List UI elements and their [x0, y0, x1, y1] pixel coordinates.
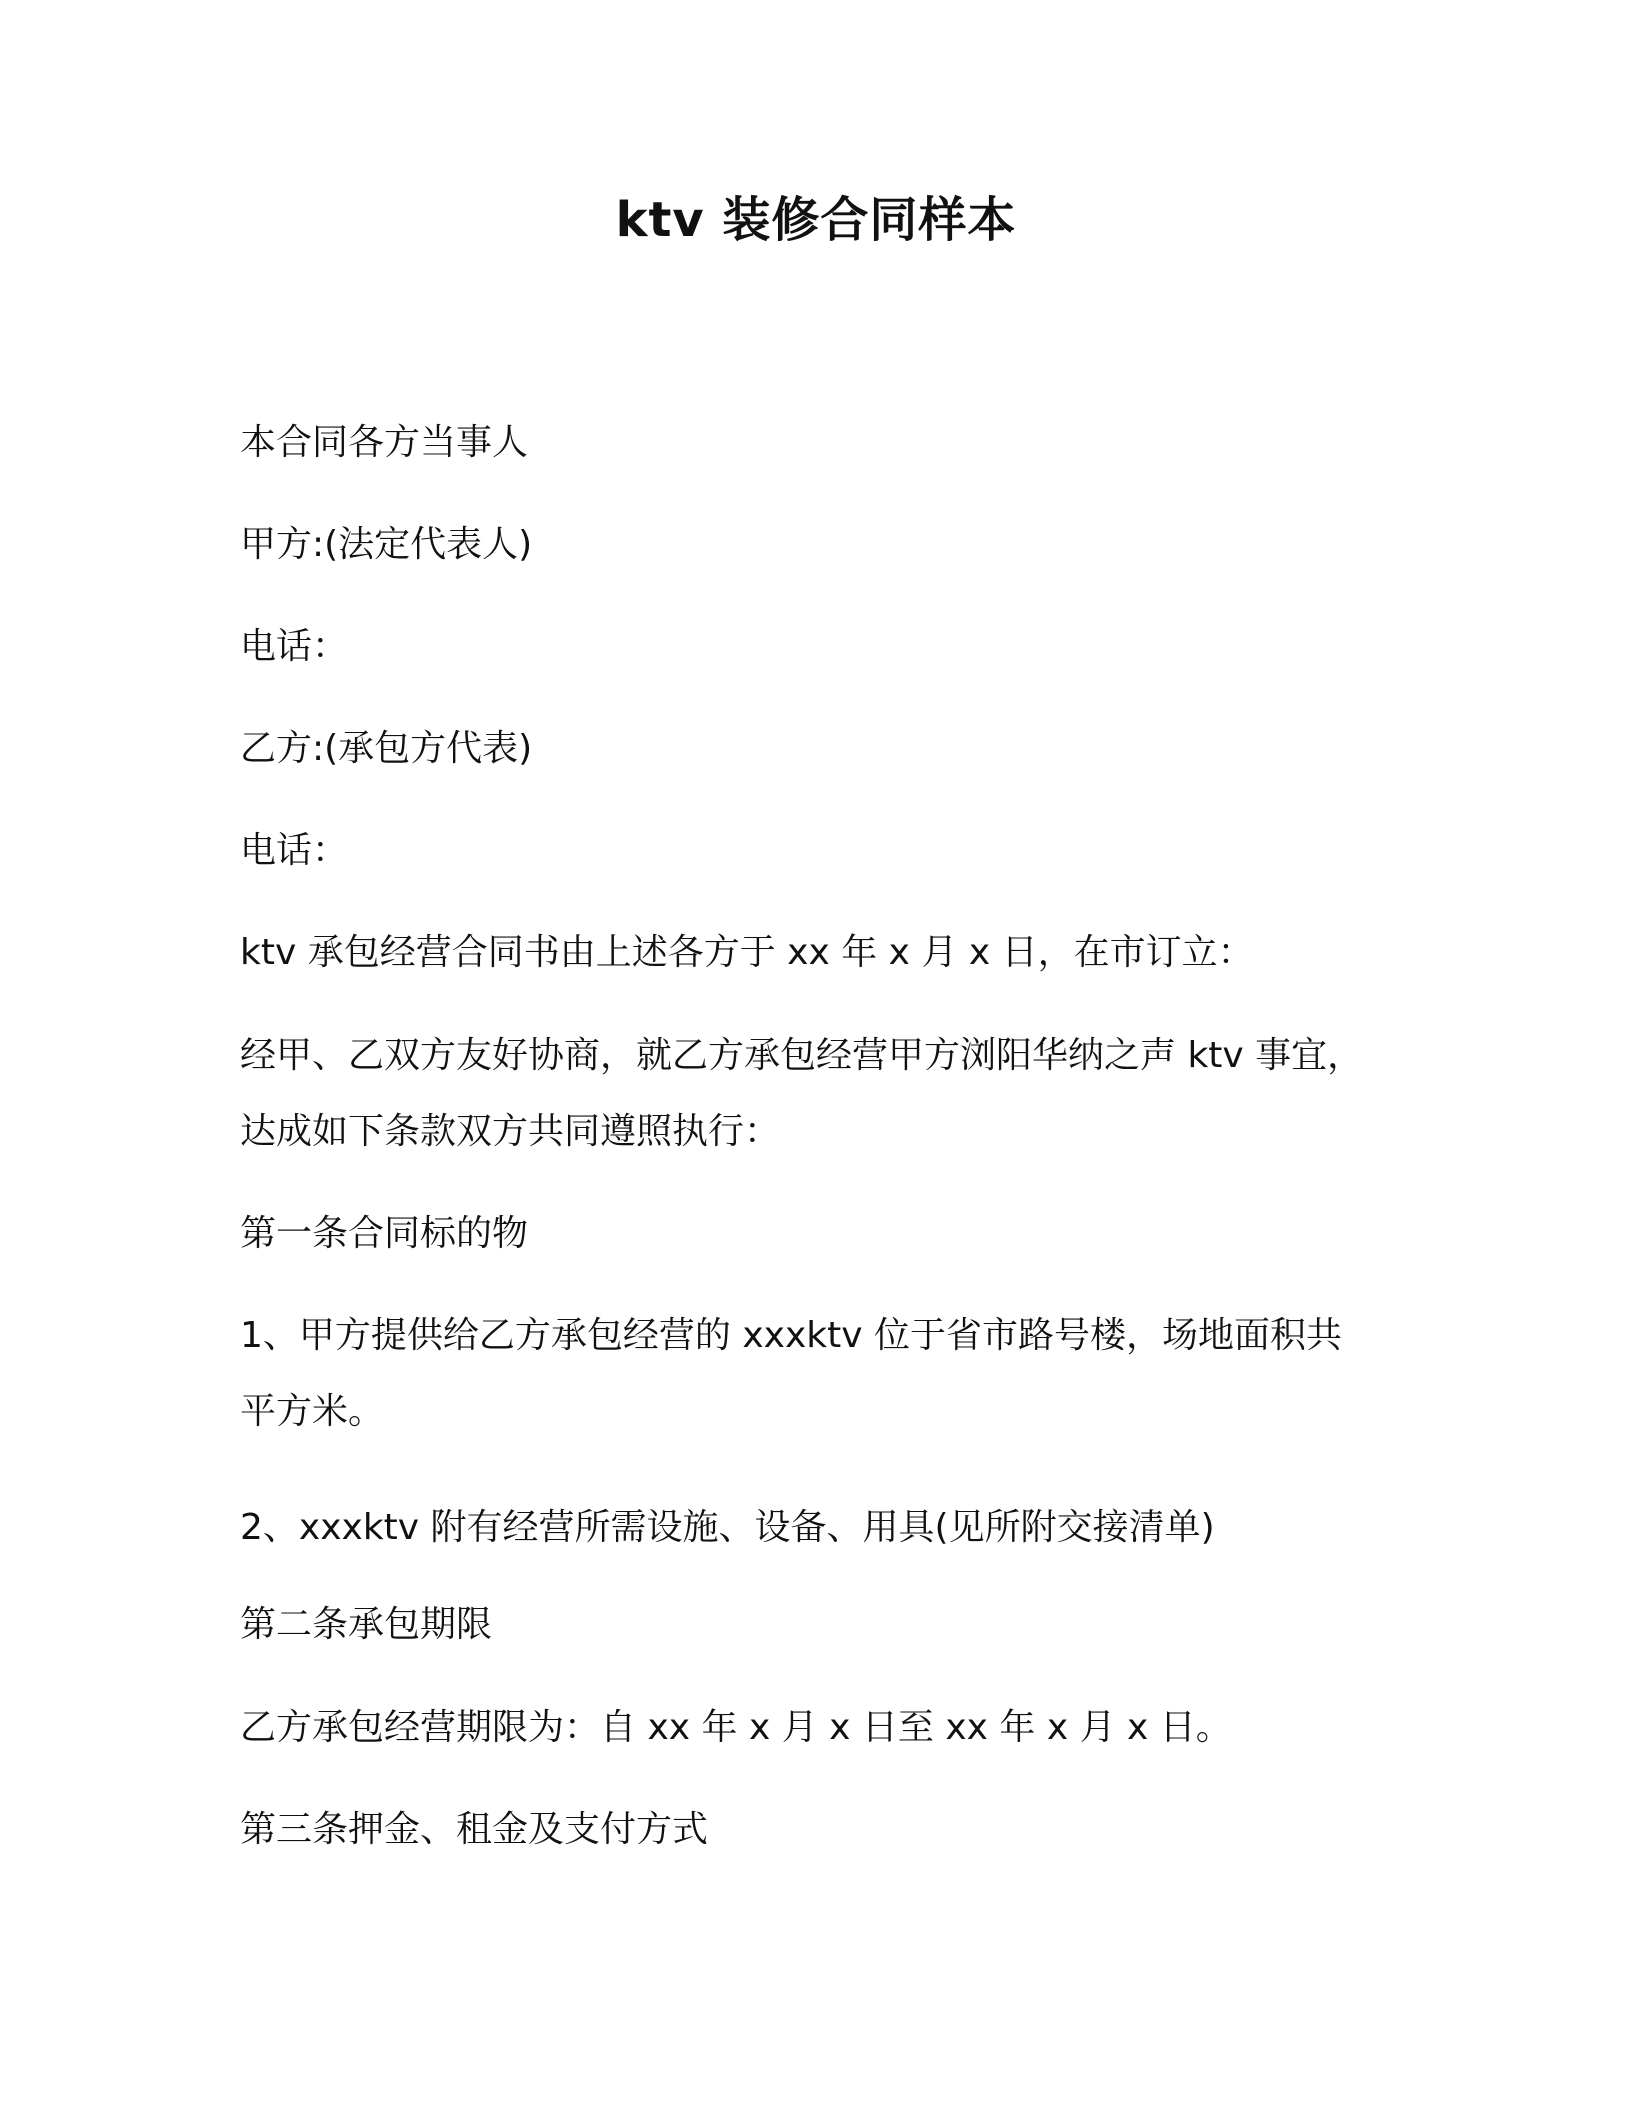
article-1-heading: 第一条合同标的物	[240, 1213, 529, 1254]
contract-date-line: ktv 承包经营合同书由上述各方于 xx 年 x 月 x 日，在市订立：	[240, 932, 1254, 973]
party-b-line: 乙方:(承包方代表)	[240, 728, 533, 769]
article-1-item-2: 2、xxxktv 附有经营所需设施、设备、用具(见所附交接清单)	[240, 1507, 1215, 1548]
negotiation-line-1: 经甲、乙双方友好协商，就乙方承包经营甲方浏阳华纳之声 ktv 事宜，	[240, 1035, 1364, 1076]
party-b-phone: 电话：	[240, 830, 349, 871]
article-2-heading: 第二条承包期限	[240, 1604, 493, 1645]
article-1-item-1-line-1: 1、甲方提供给乙方承包经营的 xxxktv 位于省市路号楼，场地面积共	[240, 1315, 1342, 1356]
article-1-item-1-line-2: 平方米。	[240, 1391, 385, 1432]
document-title: ktv 装修合同样本	[615, 192, 1017, 248]
parties-heading: 本合同各方当事人	[240, 422, 529, 463]
party-a-line: 甲方:(法定代表人)	[240, 524, 533, 565]
party-a-phone: 电话：	[240, 626, 349, 667]
article-3-heading: 第三条押金、租金及支付方式	[240, 1809, 709, 1850]
negotiation-line-2: 达成如下条款双方共同遵照执行：	[240, 1111, 781, 1152]
article-2-term: 乙方承包经营期限为：自 xx 年 x 月 x 日至 xx 年 x 月 x 日。	[240, 1707, 1232, 1748]
